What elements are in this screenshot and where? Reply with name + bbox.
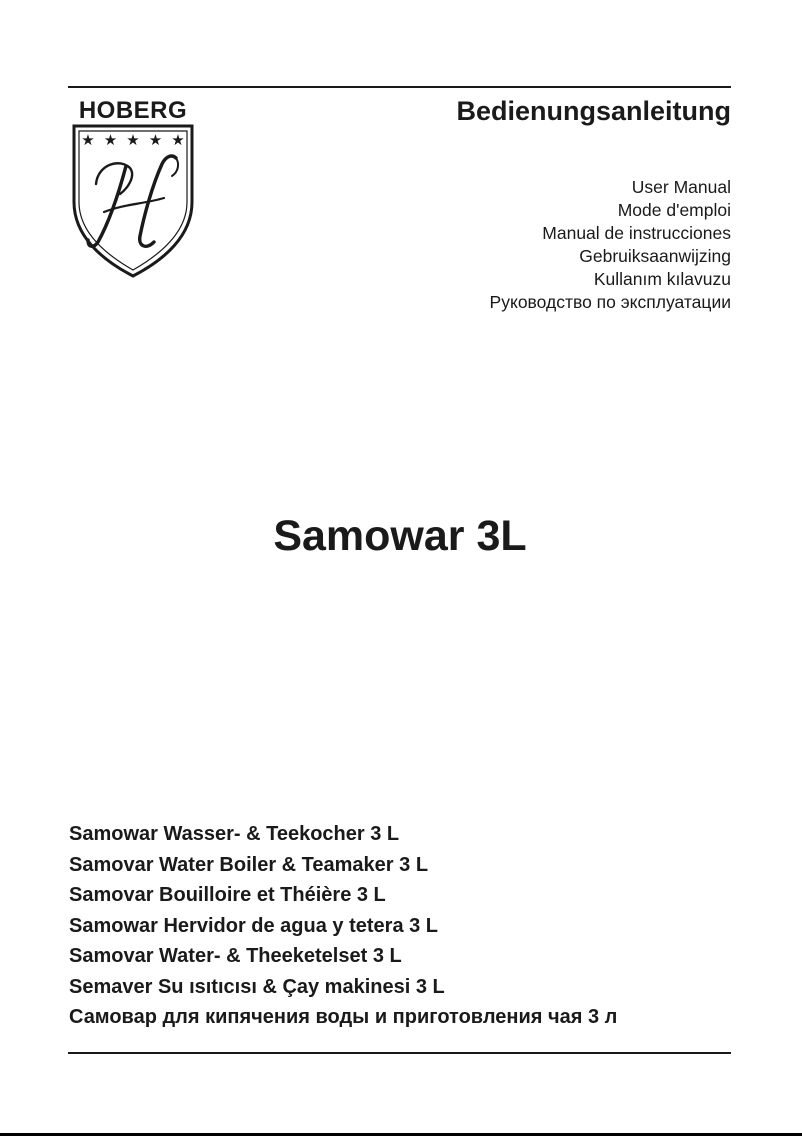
product-description-item: Самовар для кипячения воды и приготовления чая 3 л <box>69 1006 618 1028</box>
product-description-item: Samovar Water Boiler & Teamaker 3 L <box>69 853 429 876</box>
product-description-item: Samovar Bouilloire et Théière 3 L <box>69 884 386 906</box>
top-divider <box>68 86 731 88</box>
monogram-h-icon <box>88 156 178 246</box>
manual-language-list <box>490 176 731 314</box>
language-item: User Manual <box>631 177 731 197</box>
language-item: Kullanım kılavuzu <box>593 269 731 289</box>
svg-text:★: ★ <box>171 131 185 149</box>
product-description-list <box>69 819 617 1033</box>
bottom-divider <box>68 1052 731 1054</box>
product-description-item: Samowar Wasser- & Teekocher 3 L <box>69 823 400 845</box>
language-item: Mode d'emploi <box>617 200 731 220</box>
product-description-item: Samowar Hervidor de agua y tetera 3 L <box>69 914 439 937</box>
product-description-item: Samovar Water- & Theeketelset 3 L <box>69 945 402 967</box>
manual-title: Bedienungsanleitung <box>456 96 731 126</box>
svg-text:★: ★ <box>148 131 163 149</box>
shield-crest-icon <box>68 124 198 280</box>
product-description-item: Semaver Su ısıtıcısı & Çay makinesi 3 L <box>69 975 445 998</box>
language-item: Gebruiksaanwijzing <box>579 246 731 266</box>
brand-wordmark: HOBERG <box>78 97 188 124</box>
hoberg-logo <box>68 98 198 280</box>
svg-text:★: ★ <box>81 131 95 149</box>
product-title: Samowar 3L <box>273 512 527 560</box>
language-item: Manual de instrucciones <box>542 223 731 243</box>
svg-text:★: ★ <box>126 131 140 149</box>
svg-text:★: ★ <box>103 131 118 149</box>
rating-stars <box>81 131 184 149</box>
language-item: Руководство по эксплуатации <box>489 292 731 312</box>
